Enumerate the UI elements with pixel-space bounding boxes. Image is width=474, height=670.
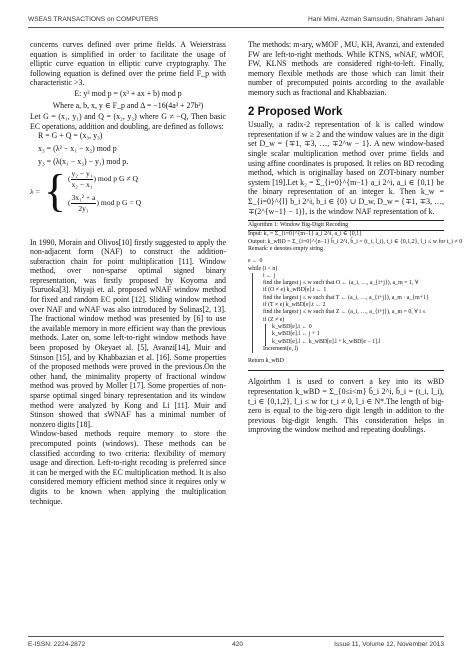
lambda-double-fraction: $\frac{\text{3x₁² + a}}{\text{2y₁}}$ bbox=[71, 193, 96, 213]
lambda-add-fraction: $\frac{\text{y₂ − y₁}}{\text{x₂ − x₁}}$ bbox=[71, 169, 93, 189]
footer-rule bbox=[28, 636, 444, 637]
algorithm-step: while (i < n) bbox=[248, 265, 278, 272]
algorithm-step: i ← j bbox=[263, 272, 276, 279]
algorithm-remark: Remark: e denotes empty string bbox=[248, 245, 323, 252]
algorithm-step: if (Z ≠ e) bbox=[263, 316, 285, 323]
paragraph: Usually, a radix-2 representation of k is called window representation if w ≥ 2 and the window values are in the digit set D_w = {∓1, ∓3, …, ∓2^w − 1}. A new window-based single scalar multiplication method over prime fields and using affine coordinates is proposed. It relies on BD recoding method, which is originallay based on ZOT-binary number system [19].Let k₂ = Σ_{i=0}^{m−1} a_i 2^i, a_i ∈ {0,1} be the binary representation of an integer k. Then k_w = Σ_{i=0}^{l} b_i 2^i, b_i ∈ {0} ∪ D_w, D_w = {∓1, ∓3, …, ∓(2^{w−1} − 1)}, is the window NAF representation of k. bbox=[248, 120, 444, 216]
y3-equation: y₃ = (λ(x₁ − x₃) − y₁) mod p. bbox=[38, 156, 129, 166]
lambda-add-condition: mod p G ≠ Q bbox=[97, 173, 138, 183]
algorithm-step: e ← 0 bbox=[248, 258, 263, 265]
page-number: 420 bbox=[232, 641, 244, 648]
algorithm-step: if (O ≠ e) k_wBD[e].t ← 1 bbox=[263, 287, 327, 294]
algorithm-return: Return k_wBD bbox=[248, 358, 284, 365]
paragraph: In 1990, Morain and Olivos[10] firstly suggested to apply the non-adjacent form (NAF) to construct the addition-subtraction chain for point multiplication [11]. Window method, over non-sparse optimal signed binary representation, was firstly proposed by Koyoma and Tsuruoka[3]. Miyaji et. al. proposed wNAF window method for fixed and random EC point [12]. Sliding window method over NAF and wNAF was also introduced by Solinas[2, 13]. The fractional window method was presented by [6] to use the available memory in more efficient way than the previous methods. Later on, some left-to-right window methods have been proposed by Okeyaet al. [5], Avanzi[14], Muir and Stinson [15], and by Khabbazian et al. [16]. Some properties of the proposed methods were proved in the previous.On the other hand, the minimality property of fractional window method was proved by Moller [17]. Some properties of non-sparse optimal singed binary representation and its window method were analyzed by Kong and Li [11]. Muir and Stinson showed that sWNAF has a minimal number of nonzero digits [18]. bbox=[30, 237, 226, 429]
header-rule bbox=[28, 27, 444, 28]
algorithm-step: find the largest j ≤ w such that T ← (a_i, …, a_{i+j}), a_m ⋅ a_{m+1} bbox=[263, 294, 429, 301]
algorithm-input: Input: k₂ = Σ_{i=0}^{m−1} a_i 2^i, a_i ∈ {0,1} bbox=[248, 231, 362, 238]
algorithm-title: Algorithm 1: Window Big-Digit Recoding bbox=[248, 221, 444, 231]
paragraph: concerns curves defined over prime fields. A Weierstrass equation is simplified in order to facilitate the usage of elliptic curve equation in elliptic curve cryptography. The following equation is defined over the prime field F_p with characteristic >3. bbox=[30, 40, 226, 88]
paragraph: Algoirthm 1 is used to convert a key into its wBD representation k_wBD = Σ_{0≤i<m} b̄_i 2^i, b̄_i = (t_i, l_i), t_i ∈ {0,1,2}, l_i ≤ w for t_i ≠ 0, l_i ∈ N*.The length of big-zero is equal to the big-zero digit length in addition to the previous big-digit length. This consideration helps in improving the window method and repeating doublings. bbox=[248, 377, 444, 435]
curve-equation: E: y² mod p = (x³ + ax + b) mod p bbox=[74, 88, 182, 98]
journal-name: WSEAS TRANSACTIONS on COMPUTERS bbox=[28, 16, 159, 23]
algorithm-step: k_wBD[e].t ← 0 bbox=[272, 323, 312, 330]
paragraph: The methods: m-ary, wMOF , MU, KH, Avanzi, and extended FW are left-to-right methods. While KTNS, wNAF, wMOF, FW, KLNS methods are considered right-to-left. Finally, memory flexible methods are those which can limit their number of precomputed points according to the available memory such as fractional and Khabbazian. bbox=[248, 40, 444, 97]
lambda-equation: λ = { ( $\frac{\text{y₂ − y₁}}{\text{x₂ − x₁}}$ ) mod p G ≠ Q ( $\frac{\text{3x₁² + a}}{\text{2y₁}}$ ) mod p G = Q bbox=[30, 165, 142, 217]
paragraph: Let G = (x₁, y₁) and Q = (x₂, y₂) where G ≠ −Q, Then basic EC operations, addition and doubling, are defined as follows: bbox=[30, 112, 226, 131]
algorithm-output: Output: k_wBD = Σ_{i=0}^{n−1} b̄_i 2^i, b̄_i = (t_i, l_i), t_i ∈ {0,1,2}, l_i ≤ w for t_i ≠ 0 bbox=[248, 238, 463, 245]
addition-equation: R = G + Q = (x₃, y₃) bbox=[38, 131, 103, 141]
author-names: Hani Mimi, Azman Samsudin, Shahram Jahani bbox=[308, 16, 444, 23]
issn: E-ISSN: 2224-2872 bbox=[28, 641, 86, 648]
issue-info: Issue 11, Volume 12, November 2013 bbox=[334, 641, 444, 648]
algorithm-step: find the largest j ≤ w such that O ← (a_i, …, a_{i+j}), a_m = 1, ∀ bbox=[263, 280, 419, 287]
lambda-label: λ = bbox=[30, 186, 40, 196]
algorithm-step: k_wBD[e].l ← j + 1 bbox=[272, 331, 320, 338]
x3-equation: x₃ = (λ² − x₁ − x₂) mod p bbox=[38, 143, 117, 153]
where-equation: Where a, b, x, y ∈ F_p and Δ = −16(4a³ + 27b²) bbox=[52, 100, 204, 110]
algorithm-box bbox=[248, 220, 463, 371]
brace-symbol: { bbox=[43, 165, 66, 217]
algorithm-step: if (T ≠ e) k_wBD[e].t ← 2 bbox=[263, 302, 326, 309]
algorithm-step: Increment(e, l) bbox=[263, 345, 298, 352]
right-column bbox=[248, 40, 463, 435]
section-heading: 2 Proposed Work bbox=[248, 105, 343, 118]
lambda-double-condition: mod p G = Q bbox=[100, 198, 142, 208]
algorithm-step: k_wBD[e].l ← k_wBD[e].l + k_wBD[e − 1].l bbox=[272, 338, 381, 345]
algorithm-step: find the largest j ≤ w such that Z ← (a_i, …, a_{i+j}), a_m = 0, ∀ i ≤ bbox=[263, 309, 426, 316]
paragraph: Window-based methods require memory to store the precomputed points (windows). These methods can be classified according to two criteria: flexibility of memory usage and direction. Left-to-right recoding is preferred since it can be merged with the EC multiplication method. It is also considered memory efficient method since it requires only w digits to be known when applying the multiplication technique. bbox=[30, 429, 226, 506]
left-column bbox=[30, 40, 226, 506]
